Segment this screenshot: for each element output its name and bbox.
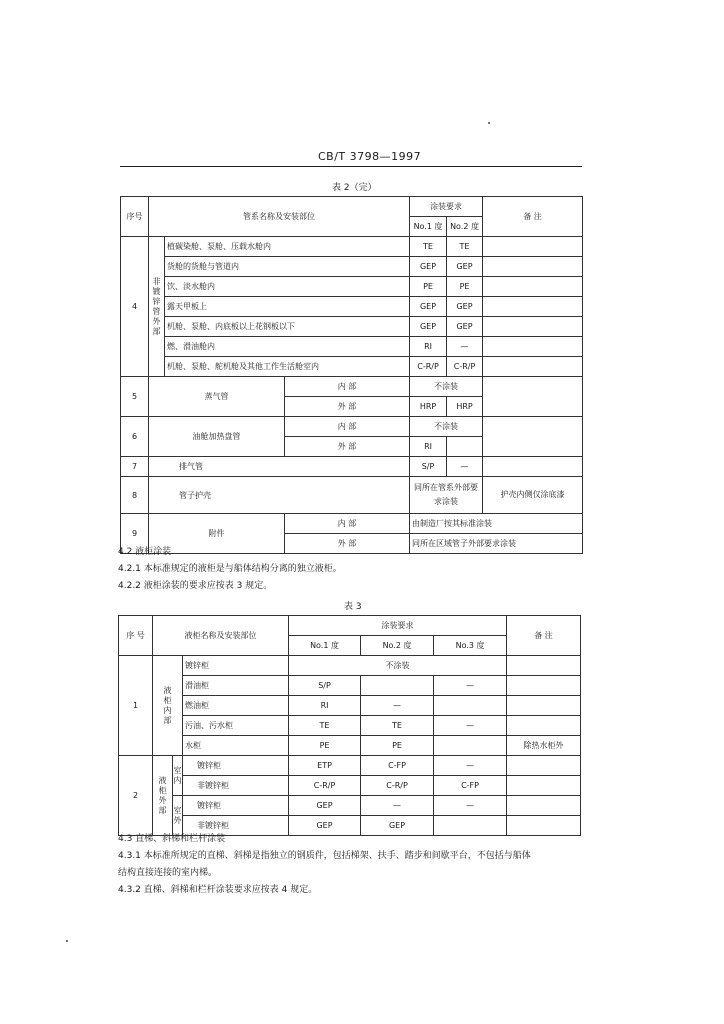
- table2-head-no2: No.2 度: [447, 217, 483, 237]
- table3-head-name: 液柜名称及安装部位: [153, 616, 289, 656]
- table3-group2-label: 液柜外部: [153, 756, 173, 836]
- table2-r8-coat: 同所在管系外部要求涂装: [410, 477, 483, 514]
- table3-row-name: 镀锌柜: [183, 656, 289, 676]
- section-4-2-title: 4.2 液柜涂装: [118, 547, 172, 557]
- table2-row-remark: [483, 337, 583, 357]
- table2-head-name: 管系名称及安装部位: [149, 197, 410, 237]
- table2-r8-remark: 护壳内侧仅涂底漆: [483, 477, 583, 514]
- table2-r6-name: 油舱加热盘管: [149, 417, 285, 457]
- table3-row-merged: 不涂装: [289, 656, 507, 676]
- table2-r7-no2: —: [447, 457, 483, 477]
- table3-row-no1: ETP: [289, 756, 361, 776]
- table2-row-no2: GEP: [447, 257, 483, 277]
- section-4-3-title: 4.3 直梯、斜梯和栏杆涂装: [118, 834, 226, 844]
- table3-row-no1: GEP: [289, 816, 361, 836]
- table2-row-no1: TE: [410, 237, 447, 257]
- table2-r5-outer: 外 部: [285, 397, 410, 417]
- table3-row-no3: [434, 736, 507, 756]
- table2-row-name: 饮、淡水舱内: [165, 277, 410, 297]
- scan-speck: [488, 122, 490, 124]
- table3-row-no3: —: [434, 796, 507, 816]
- table2-r6-outer: 外 部: [285, 437, 410, 457]
- table3-row-no3: [434, 696, 507, 716]
- table2: [120, 196, 583, 554]
- section-4-2-2: 4.2.2 液柜涂装的要求应按表 3 规定。: [118, 581, 273, 591]
- table2-row-no2: TE: [447, 237, 483, 257]
- section-4-3-1b: 结构直接连接的室内梯。: [118, 868, 218, 878]
- table2-seq-7: 7: [121, 457, 149, 477]
- table3-head-no1: No.1 度: [289, 636, 361, 656]
- table2-row-no1: PE: [410, 277, 447, 297]
- table3-row-remark: [507, 756, 581, 776]
- document-code: CB/T 3798—1997: [318, 150, 422, 163]
- table2-r9-inner: 内 部: [285, 514, 410, 534]
- table2-row-no2: C-R/P: [447, 357, 483, 377]
- section-4-3-1a: 4.3.1 本标准所规定的直梯、斜梯是指独立的钢质件，包括梯架、扶手、踏步和间歇平台，不包括与船体: [118, 851, 531, 861]
- table2-row-no2: —: [447, 337, 483, 357]
- table3-head-no2: No.2 度: [361, 636, 434, 656]
- table3-row-no2: C-R/P: [361, 776, 434, 796]
- table3-row-remark: [507, 716, 581, 736]
- table3-indoor-label: 室内: [173, 756, 183, 796]
- table3-row-name: 燃油柜: [183, 696, 289, 716]
- table3-row-no1: S/P: [289, 676, 361, 696]
- table2-row-name: 机舱、泵舱、舵机舱及其他工作生活舱室内: [165, 357, 410, 377]
- table2-row-no2: GEP: [447, 297, 483, 317]
- table2-r7-remark: [483, 457, 583, 477]
- table3-row-name: 镀锌柜: [183, 796, 289, 816]
- table3-row-no2: C-FP: [361, 756, 434, 776]
- table2-r9-outer: 外 部: [285, 534, 410, 554]
- table3-row-no2: —: [361, 796, 434, 816]
- table2-row-remark: [483, 357, 583, 377]
- table2-row-name: 燃、滑油舱内: [165, 337, 410, 357]
- table2-r6-no2: [447, 437, 483, 457]
- table2-r9-outer-val: 同所在区域管子外部要求涂装: [410, 534, 583, 554]
- table3-row-name: 非镀锌柜: [183, 776, 289, 796]
- table2-row-name: 植碳染舱、泵舱、压载水舱内: [165, 237, 410, 257]
- table3-row-name: 镀锌柜: [183, 756, 289, 776]
- table2-r6-no1: RI: [410, 437, 447, 457]
- table2-r5-no2: HRP: [447, 397, 483, 417]
- table2-seq-8: 8: [121, 477, 149, 514]
- table2-r9-name: 附件: [149, 514, 285, 554]
- table3-row-name: 污油、污水柜: [183, 716, 289, 736]
- table3-row-no2: GEP: [361, 816, 434, 836]
- table3-row-no1: RI: [289, 696, 361, 716]
- table3-row-no3: —: [434, 716, 507, 736]
- table2-row-no2: PE: [447, 277, 483, 297]
- table3-row-name: 滑油柜: [183, 676, 289, 696]
- table2-row-name: 货舱的货舱与管道内: [165, 257, 410, 277]
- table2-r6-inner: 内 部: [285, 417, 410, 437]
- table2-r6-remark: [483, 417, 583, 457]
- header-rule: [120, 166, 582, 167]
- table2-row-remark: [483, 257, 583, 277]
- table3-row-name: 非镀锌柜: [183, 816, 289, 836]
- table3: [118, 615, 581, 836]
- table2-r5-name: 蒸气管: [149, 377, 285, 417]
- table3-row-remark: 除热水柜外: [507, 736, 581, 756]
- table2-row-no1: C-R/P: [410, 357, 447, 377]
- table2-row-no1: RI: [410, 337, 447, 357]
- table3-head-seq: 序 号: [119, 616, 153, 656]
- table3-row-no2: [361, 676, 434, 696]
- table3-seq-2: 2: [119, 756, 153, 836]
- table3-caption: 表 3: [344, 602, 362, 612]
- table2-row-remark: [483, 277, 583, 297]
- table2-head-no1: No.1 度: [410, 217, 447, 237]
- table3-row-no3: C-FP: [434, 776, 507, 796]
- table2-head-seq: 序号: [121, 197, 149, 237]
- table2-row-remark: [483, 237, 583, 257]
- section-4-3-2: 4.3.2 直梯、斜梯和栏杆涂装要求应按表 4 规定。: [118, 885, 318, 895]
- table3-seq-1: 1: [119, 656, 153, 756]
- table2-r5-inner: 内 部: [285, 377, 410, 397]
- table3-row-remark: [507, 796, 581, 816]
- table3-head-remark: 备 注: [507, 616, 581, 656]
- table3-row-no2: PE: [361, 736, 434, 756]
- table3-row-no2: TE: [361, 716, 434, 736]
- table2-seq-4: 4: [121, 237, 149, 377]
- table2-head-remark: 备 注: [483, 197, 583, 237]
- table2-row-remark: [483, 317, 583, 337]
- scan-speck: [66, 940, 68, 942]
- table2-row-no1: GEP: [410, 257, 447, 277]
- table3-row-no2: —: [361, 696, 434, 716]
- table2-row-no1: GEP: [410, 297, 447, 317]
- table3-head-coating: 涂装要求: [289, 616, 507, 636]
- table2-caption: 表 2（完）: [332, 183, 377, 193]
- table3-row-remark: [507, 676, 581, 696]
- table2-r6-inner-val: 不涂装: [410, 417, 483, 437]
- table3-row-remark: [507, 696, 581, 716]
- table2-seq-5: 5: [121, 377, 149, 417]
- table2-seq-9: 9: [121, 514, 149, 554]
- table2-row-name: 露天甲板上: [165, 297, 410, 317]
- table2-r9-inner-val: 由制造厂按其标准涂装: [410, 514, 583, 534]
- table3-row-no1: GEP: [289, 796, 361, 816]
- table3-outdoor-label: 室外: [173, 796, 183, 836]
- table2-head-coating: 涂装要求: [410, 197, 483, 217]
- table2-r7-no1: S/P: [410, 457, 447, 477]
- table3-row-no1: C-R/P: [289, 776, 361, 796]
- section-4-2-1: 4.2.1 本标准规定的液柜是与船体结构分离的独立液柜。: [118, 564, 342, 574]
- table3-row-no1: PE: [289, 736, 361, 756]
- table3-row-no1: TE: [289, 716, 361, 736]
- table3-head-no3: No.3 度: [434, 636, 507, 656]
- table3-row-no3: —: [434, 756, 507, 776]
- table2-r8-name: 管子护壳: [149, 477, 410, 514]
- table2-row-no1: GEP: [410, 317, 447, 337]
- table2-r7-name: 排气管: [149, 457, 410, 477]
- table2-row-name: 机舱、泵舱、内底板以上花钢板以下: [165, 317, 410, 337]
- table2-row-remark: [483, 297, 583, 317]
- table2-r5-inner-val: 不涂装: [410, 377, 483, 397]
- table2-row-no2: GEP: [447, 317, 483, 337]
- table3-row-no3: —: [434, 676, 507, 696]
- table2-r5-remark: [483, 377, 583, 417]
- table2-seq-6: 6: [121, 417, 149, 457]
- table2-group4-label: 非镀锌管外部: [149, 237, 165, 377]
- table3-row-remark: [507, 656, 581, 676]
- table3-row-remark: [507, 776, 581, 796]
- table3-group1-label: 液柜内部: [153, 656, 183, 756]
- table2-r5-no1: HRP: [410, 397, 447, 417]
- table3-row-name: 水柜: [183, 736, 289, 756]
